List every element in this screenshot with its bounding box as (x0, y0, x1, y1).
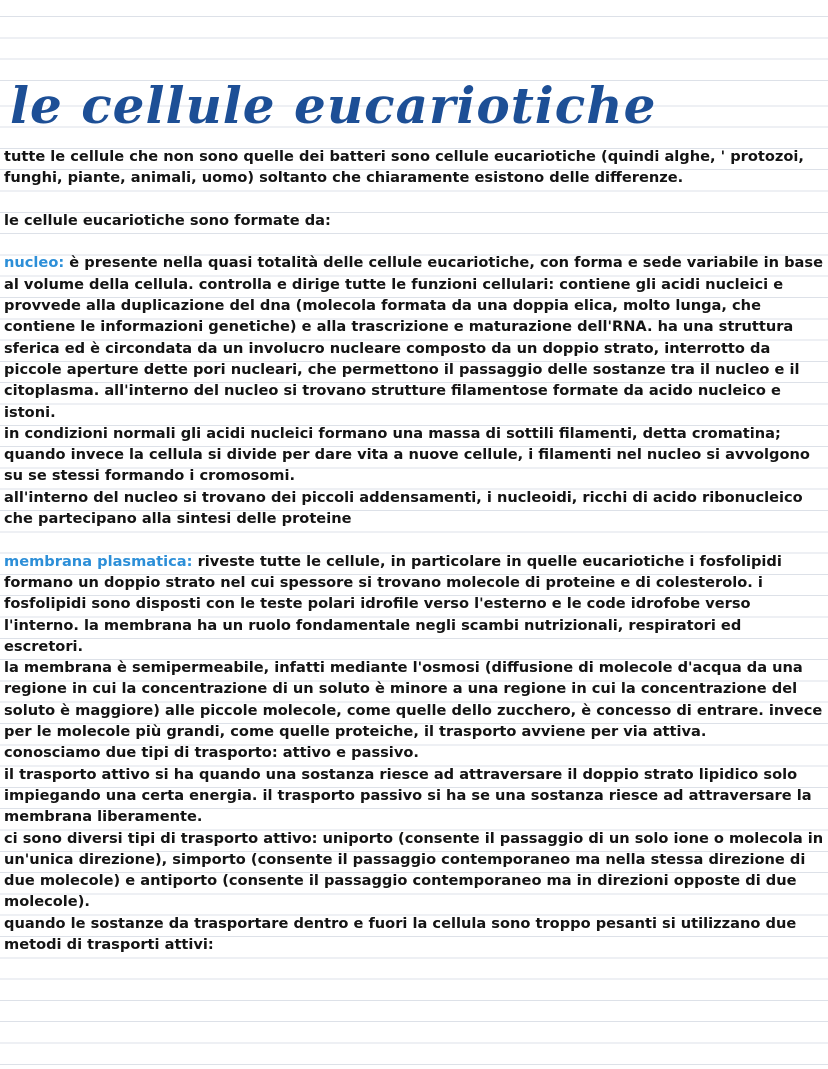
membrane-paragraph-6: quando le sostanze da trasportare dentro e fuori la cellula sono troppo pesanti si utilizzano due metodi di trasporti attivi: (4, 914, 797, 953)
membrane-paragraph-3: conosciamo due tipi di trasporto: attivo e passivo. (4, 744, 419, 762)
membrane-paragraph (4, 551, 824, 657)
nucleus-paragraph (4, 252, 824, 422)
membrane-paragraph-5: ci sono diversi tipi di trasporto attivo: uniporto (consente il passaggio di un solo ione o molecola in un'unica direzione), simporto (consente il passaggio contemporaneo ma nella stessa direzione di due molecole) e antiporto (consente il passaggio contemporaneo ma in direzioni opposte di due molecole). (4, 829, 824, 911)
nucleus-text: è presente nella quasi totalità delle cellule eucariotiche, con forma e sede variabile in base al volume della cellula. controlla e dirige tutte le funzioni cellulari: contiene gli acidi nucleici e provvede alla duplicazione del dna (molecola formata da una doppia elica, molto lunga, che contiene le informazioni genetiche) e alla trascrizione e maturazione dell'RNA. ha una struttura sferica ed è circondata da un involucro nucleare composto da un doppio strato, interrotto da piccole aperture dette pori nucleari, che permettono il passaggio delle sostanze tra il nucleo e il citoplasma. all'interno del nucleo si trovano strutture filamentose formate da acido nucleico e istoni. (4, 254, 823, 421)
spacer (4, 529, 824, 550)
nucleus-paragraph-3: all'interno del nucleo si trovano dei piccoli addensamenti, i nucleoidi, ricchi di acido ribonucleico che partecipano alla sintesi delle proteine (4, 488, 803, 528)
spacer (4, 189, 824, 210)
membrane-text: riveste tutte le cellule, in particolare in quelle eucariotiche i fosfolipidi formano un doppio strato nel cui spessore si trovano molecole di proteine e di colesterolo. i fosfolipidi sono disposti con le teste polari idrofile verso l'esterno e le code idrofobe verso l'interno. la membrana ha un ruolo fondamentale negli scambi nutrizionali, respiratori ed escretori. (4, 552, 782, 655)
page-title: le cellule eucariotiche (10, 76, 657, 135)
spacer (4, 231, 824, 252)
membrane-paragraph-4: il trasporto attivo si ha quando una sostanza riesce ad attraversare il doppio strato lipidico solo impiegando una certa energia. il trasporto passivo si ha se una sostanza riesce ad attraversare la membrana liberamente. (4, 765, 812, 826)
composition-line: le cellule eucariotiche sono formate da: (4, 211, 331, 229)
nucleus-term: nucleo: (4, 254, 65, 272)
membrane-term: membrana plasmatica: (4, 552, 193, 570)
nucleus-paragraph-2: in condizioni normali gli acidi nucleici formano una massa di sottili filamenti, detta cromatina; quando invece la cellula si divide per dare vita a nuove cellule, i filamenti nel nucleo si avvolgono su se stessi formando i cromosomi. (4, 424, 810, 485)
intro-paragraph: tutte le cellule che non sono quelle dei batteri sono cellule eucariotiche (quindi alghe, ' protozoi, funghi, piante, animali, uomo) soltanto che chiaramente esistono delle differenze. (4, 148, 804, 187)
membrane-paragraph-2: la membrana è semipermeabile, infatti mediante l'osmosi (diffusione di molecole d'acqua da una regione in cui la concentrazione di un soluto è minore a una regione in cui la concentrazione del soluto è maggiore) alle piccole molecole, come quelle dello zucchero, è concesso di entrare. invece per le molecole più grandi, come quelle proteiche, il trasporto avviene per via attiva. (4, 659, 823, 741)
notes-body (4, 146, 824, 955)
